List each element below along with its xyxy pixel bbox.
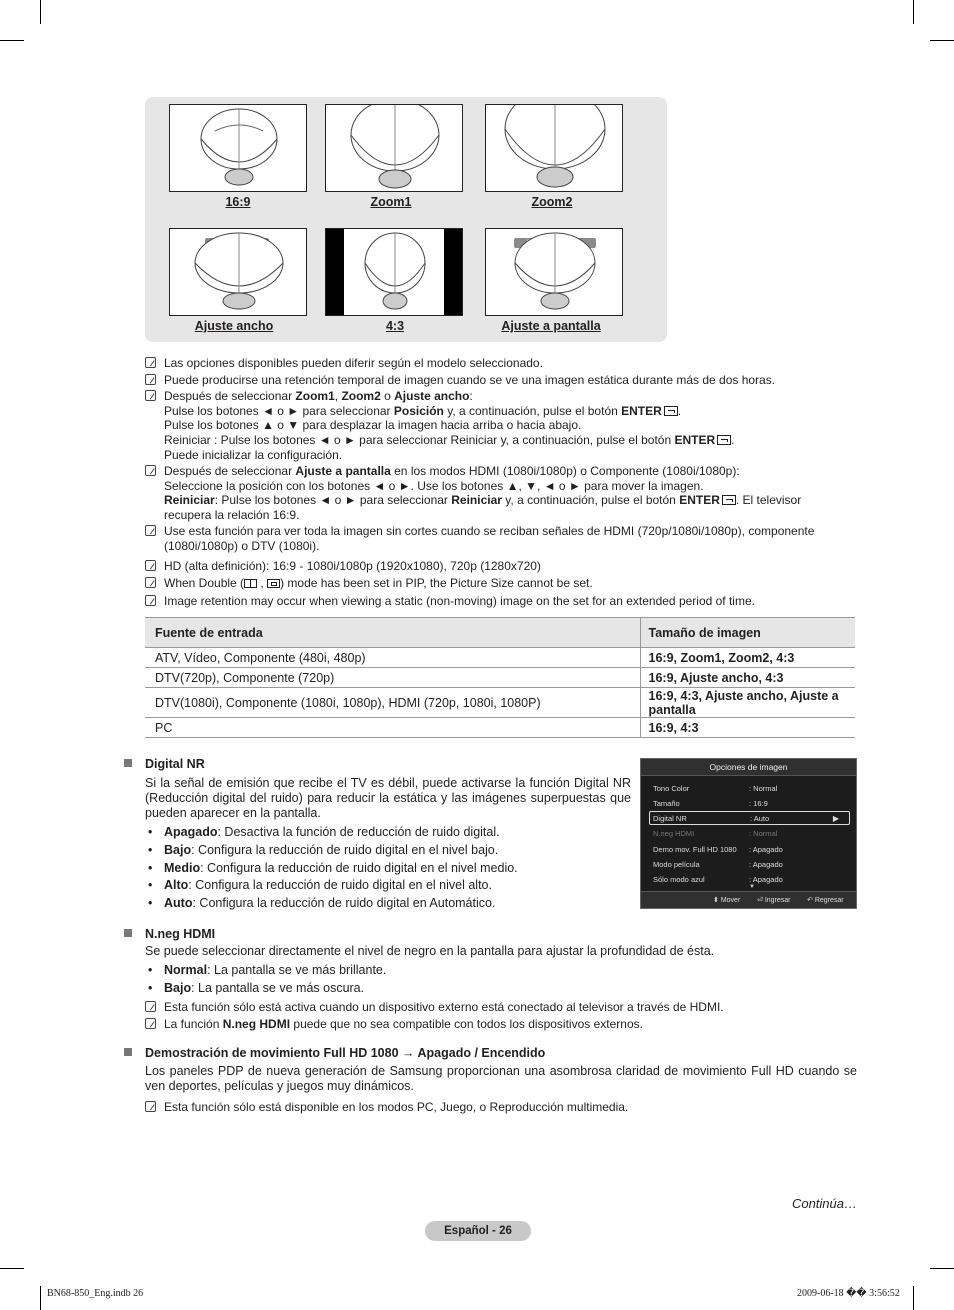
enter-icon [664, 406, 678, 416]
osd-menu-title: Opciones de imagen [641, 759, 856, 776]
enter-icon: ⏎ [757, 897, 763, 904]
section-title: Digital NR [124, 757, 205, 771]
note-text: Puede producirse una retención temporal de imagen cuando se ve una imagen estática durante más de dos horas. [164, 373, 776, 387]
crop-mark [40, 0, 41, 24]
print-slug-file: BN68-850_Eng.indb 26 [47, 1288, 144, 1299]
note-text: Las opciones disponibles pueden diferir según el modelo seleccionado. [164, 356, 543, 370]
crop-mark [40, 1286, 41, 1310]
list-item: • Auto: Configura la reducción de ruido digital en Automático. [148, 896, 496, 910]
section-desc: Los paneles PDP de nueva generación de Samsung proporcionan una asombrosa claridad de movimiento Full HD cuando se ven deportes, películas y juegos muy dinámicos. [145, 1064, 857, 1094]
enter-hint: ⏎ Ingresar [757, 897, 791, 904]
thumb-4-3 [325, 228, 463, 316]
note [145, 464, 845, 523]
table-header: Tamaño de imagen [640, 618, 855, 648]
osd-menu-row-selected[interactable]: Digital NR : Auto ▶ [649, 811, 850, 825]
section-desc: Si la señal de emisión que recibe el TV es débil, puede activarse la función Digital NR (Reducción digital del ruido) para reducir la estática y las imágenes superpuestas que pueden aparecer en la pantalla. [145, 776, 631, 821]
note [145, 524, 845, 553]
label-zoom1: Zoom1 [370, 195, 412, 209]
enter-icon [717, 435, 731, 445]
note-text: When Double ( , ) mode has been set in PIP, the Picture Size cannot be set. [164, 576, 593, 590]
note-icon [145, 1018, 156, 1029]
osd-menu-screenshot [640, 758, 857, 909]
square-bullet-icon [124, 1048, 132, 1056]
crop-mark [913, 0, 914, 24]
note-icon [145, 390, 156, 401]
crop-mark [0, 1268, 24, 1269]
thumb-zoom2 [485, 104, 623, 192]
note-icon [145, 1101, 156, 1112]
return-icon: ↶ [807, 897, 813, 904]
note-icon [145, 525, 156, 536]
balloon-icon [486, 105, 623, 192]
scroll-down-icon: ▼ [749, 884, 755, 890]
list-item: • Normal: La pantalla se ve más brillante. [148, 963, 387, 977]
thumb-ajuste-pantalla [485, 228, 623, 316]
list-item: • Alto: Configura la reducción de ruido digital en el nivel alto. [148, 878, 492, 892]
section-title: N.neg HDMI [124, 927, 215, 941]
table-header: Fuente de entrada [145, 618, 640, 648]
label-4-3: 4:3 [385, 319, 405, 333]
pip-double-alt-icon [267, 579, 280, 588]
note [145, 389, 845, 463]
pip-double-icon [244, 579, 257, 588]
note-icon [145, 560, 156, 571]
table-row: DTV(720p), Componente (720p) 16:9, Ajuste ancho, 4:3 [145, 668, 855, 688]
note-text: Después de seleccionar Zoom1, Zoom2 o Ajuste ancho: Pulse los botones ◄ o ► para seleccionar Posición y, a continuación, pulse el botón ENTER . Pulse los botones ▲ o ▼ para desplazar la imagen hacia arriba o hacia abajo. Reiniciar : Pulse los botones ◄ o ► para seleccionar Reiniciar y, a continuación, pulse el botón ENTER . Puede inicializar la configuración. [164, 389, 735, 462]
enter-icon [722, 495, 736, 505]
note-text: Use esta función para ver toda la imagen sin cortes cuando se reciban señales de HDMI (720p/1080i/1080p), componente (1080i/1080p) o DTV (1080i). [164, 524, 815, 553]
print-slug-date: 2009-06-18 �� 3:56:52 [797, 1288, 900, 1299]
note-text: Esta función sólo está activa cuando un dispositivo externo está conectado al televisor a través de HDMI. [164, 1000, 724, 1014]
osd-menu-row[interactable]: Sólo modo azul : Apagado [653, 875, 783, 884]
list-item: • Medio: Configura la reducción de ruido digital en el nivel medio. [148, 861, 518, 875]
note [145, 356, 845, 371]
note [145, 1017, 845, 1032]
osd-menu-row[interactable]: Tamaño : 16:9 [653, 799, 768, 808]
balloon-icon [170, 105, 307, 192]
updown-icon: ⬍ [713, 897, 719, 904]
label-zoom2: Zoom2 [531, 195, 573, 209]
label-ajuste-ancho: Ajuste ancho [194, 319, 274, 333]
note-text: Esta función sólo está disponible en los modos PC, Juego, o Reproducción multimedia. [164, 1100, 629, 1114]
page-number: Español - 26 [425, 1221, 531, 1241]
list-item: • Bajo: Configura la reducción de ruido digital en el nivel bajo. [148, 843, 499, 857]
balloon-icon [326, 105, 463, 192]
move-hint: ⬍ Mover [713, 897, 741, 904]
osd-menu-row[interactable]: Demo mov. Full HD 1080 : Apagado [653, 845, 783, 854]
table-row: PC 16:9, 4:3 [145, 718, 855, 738]
osd-menu-row: N.neg HDMI : Normal [653, 829, 778, 838]
thumb-zoom1 [325, 104, 463, 192]
note-text: Después de seleccionar Ajuste a pantalla en los modos HDMI (1080i/1080p) o Componente (1080i/1080p): Seleccione la posición con los botones ◄ o ►. Use los botones ▲, ▼, ◄ o ► para mover la imagen. Reiniciar: Pulse los botones ◄ o ► para seleccionar Reiniciar y, a continuación, pulse el botón ENTER . El televisor recupera la relación 16:9. [164, 464, 802, 523]
note [145, 594, 845, 609]
label-ajuste-pantalla: Ajuste a pantalla [501, 319, 601, 333]
crop-mark [0, 40, 24, 41]
square-bullet-icon [124, 759, 132, 767]
list-item: • Bajo: La pantalla se ve más oscura. [148, 981, 365, 995]
return-hint: ↶ Regresar [807, 897, 844, 904]
osd-menu-row[interactable]: Modo película : Apagado [653, 860, 783, 869]
section-desc: Se puede seleccionar directamente el nivel de negro en la pantalla para ajustar la profundidad de ésta. [145, 944, 715, 958]
note [145, 373, 845, 388]
arrow-right-icon: ▶ [832, 814, 839, 823]
osd-menu-row[interactable]: Tono Color : Normal [653, 784, 778, 793]
thumb-ajuste-ancho [169, 228, 307, 316]
note [145, 576, 845, 591]
crop-mark [913, 1286, 914, 1310]
picture-size-table [145, 617, 855, 738]
picture-size-panel [145, 97, 667, 342]
table-row: ATV, Vídeo, Componente (480i, 480p) 16:9, Zoom1, Zoom2, 4:3 [145, 648, 855, 668]
thumb-16-9 [169, 104, 307, 192]
note-icon [145, 374, 156, 385]
continued-label: Continúa… [791, 1196, 857, 1211]
section-title: Demostración de movimiento Full HD 1080 → Apagado / Encendido [124, 1046, 545, 1060]
osd-menu-footer [641, 891, 856, 908]
note-icon [145, 1001, 156, 1012]
note-icon [145, 595, 156, 606]
note [145, 559, 845, 574]
square-bullet-icon [124, 929, 132, 937]
note [145, 1000, 845, 1015]
note-icon [145, 465, 156, 476]
note-text: La función N.neg HDMI puede que no sea compatible con todos los dispositivos externos. [164, 1017, 643, 1031]
balloon-icon [326, 229, 463, 316]
balloon-icon [486, 229, 623, 316]
label-16-9: 16:9 [225, 195, 251, 209]
crop-mark [930, 40, 954, 41]
crop-mark [930, 1268, 954, 1269]
note-text: HD (alta definición): 16:9 - 1080i/1080p (1920x1080), 720p (1280x720) [164, 559, 541, 573]
note-text: Image retention may occur when viewing a static (non-moving) image on the set for an extended period of time. [164, 594, 755, 608]
note-icon [145, 577, 156, 588]
note-icon [145, 357, 156, 368]
note [145, 1100, 845, 1115]
table-row: DTV(1080i), Componente (1080i, 1080p), HDMI (720p, 1080i, 1080P) 16:9, 4:3, Ajuste ancho, Ajuste a pantalla [145, 688, 855, 718]
list-item: • Apagado: Desactiva la función de reducción de ruido digital. [148, 825, 500, 839]
balloon-icon [170, 229, 307, 316]
